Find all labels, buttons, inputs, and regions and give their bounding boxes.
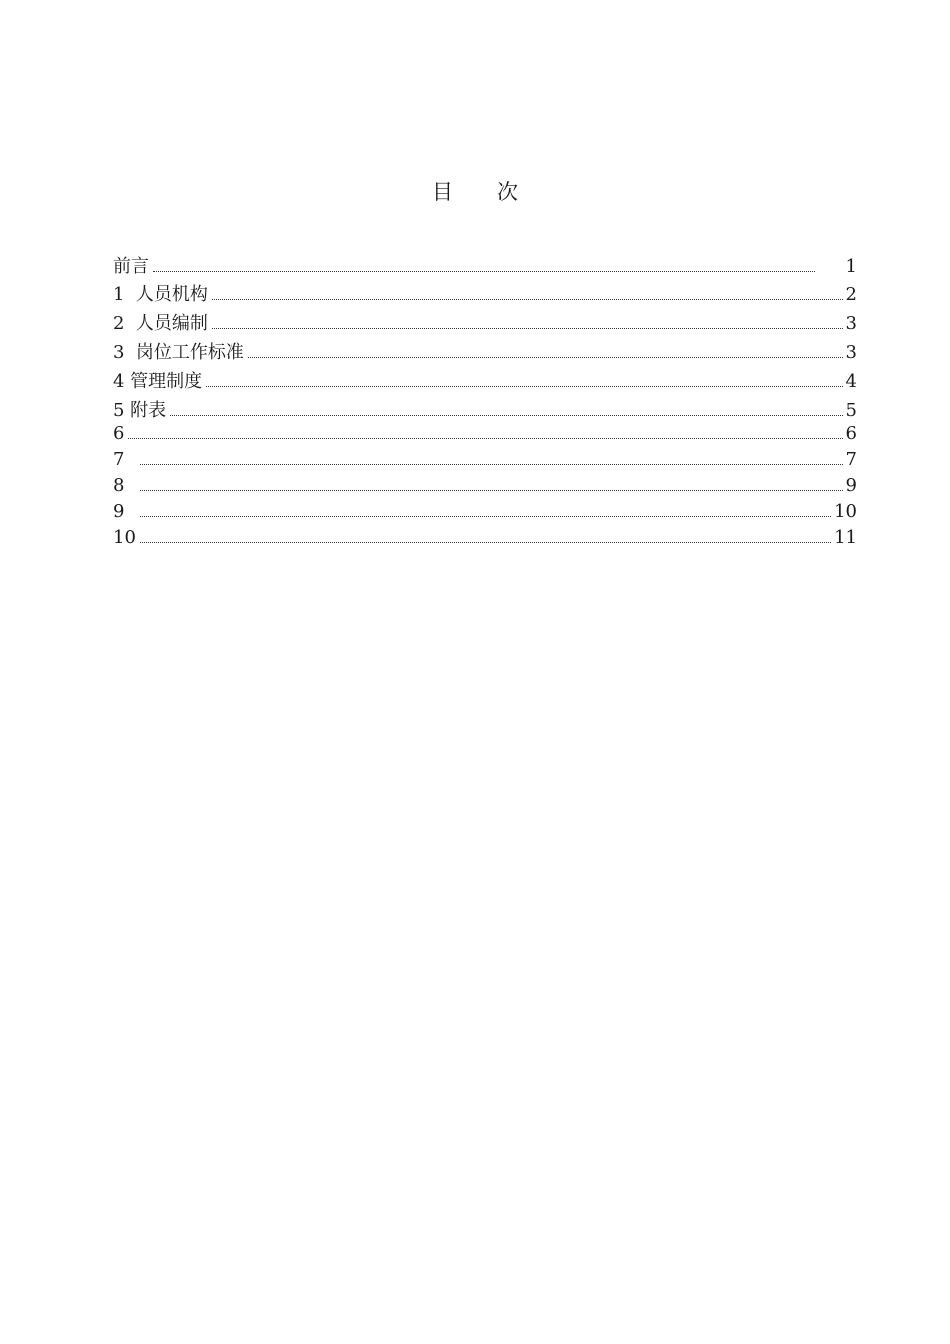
toc-entry-page: 9 [845,475,857,496]
toc-entry-label: 2 人员编制 [113,313,208,334]
toc-entry-label: 9 [113,501,125,522]
toc-entry-page: 3 [845,313,857,334]
toc-leader-dots [153,271,815,272]
page-title [0,176,950,206]
toc-entry-5[interactable] [113,396,857,423]
toc-leader-dots [212,328,843,329]
toc-entry-1[interactable] [113,280,857,309]
toc-leader-dots [140,542,831,543]
toc-entry-10[interactable] [113,527,857,553]
toc-entry-7[interactable] [113,449,857,475]
toc-entry-label: 4 管理制度 [113,371,203,392]
toc-leader-dots [140,516,831,517]
toc-entry-page: 10 [834,501,857,522]
toc-entry-page: 3 [845,342,857,363]
toc-entry-4[interactable] [113,367,857,396]
toc-entry-2[interactable] [113,309,857,338]
toc-entry-9[interactable] [113,501,857,527]
toc-entry-label: 3 岗位工作标准 [113,342,244,363]
toc-leader-dots [206,386,842,387]
toc-leader-dots [140,490,842,491]
toc-entry-page: 5 [845,400,857,421]
toc-entry-page: 7 [845,449,857,470]
toc-entry-label: 6 [113,423,125,444]
toc-leader-dots [248,357,843,358]
toc-entry-page: 2 [845,284,857,305]
toc-entry-page: 1 [845,256,857,277]
toc-entry-page: 11 [834,527,857,548]
toc-entry-3[interactable] [113,338,857,367]
table-of-contents [113,252,857,553]
toc-leader-dots [212,299,843,300]
toc-leader-dots [128,438,842,439]
title-char-left: 目 [432,180,453,204]
toc-entry-6[interactable] [113,423,857,449]
toc-entry-label: 5 附表 [113,400,167,421]
title-char-right: 次 [497,180,518,204]
toc-entry-label: 8 [113,475,125,496]
toc-entry-label: 前言 [113,256,149,277]
toc-entry-label: 1 人员机构 [113,284,208,305]
toc-entry-8[interactable] [113,475,857,501]
toc-entry-label: 7 [113,449,125,470]
toc-entry-label: 10 [113,527,136,548]
toc-leader-dots [140,464,842,465]
toc-leader-dots [170,415,842,416]
toc-entry-page: 6 [845,423,857,444]
toc-entry-foreword[interactable] [113,252,857,280]
toc-entry-page: 4 [845,371,857,392]
